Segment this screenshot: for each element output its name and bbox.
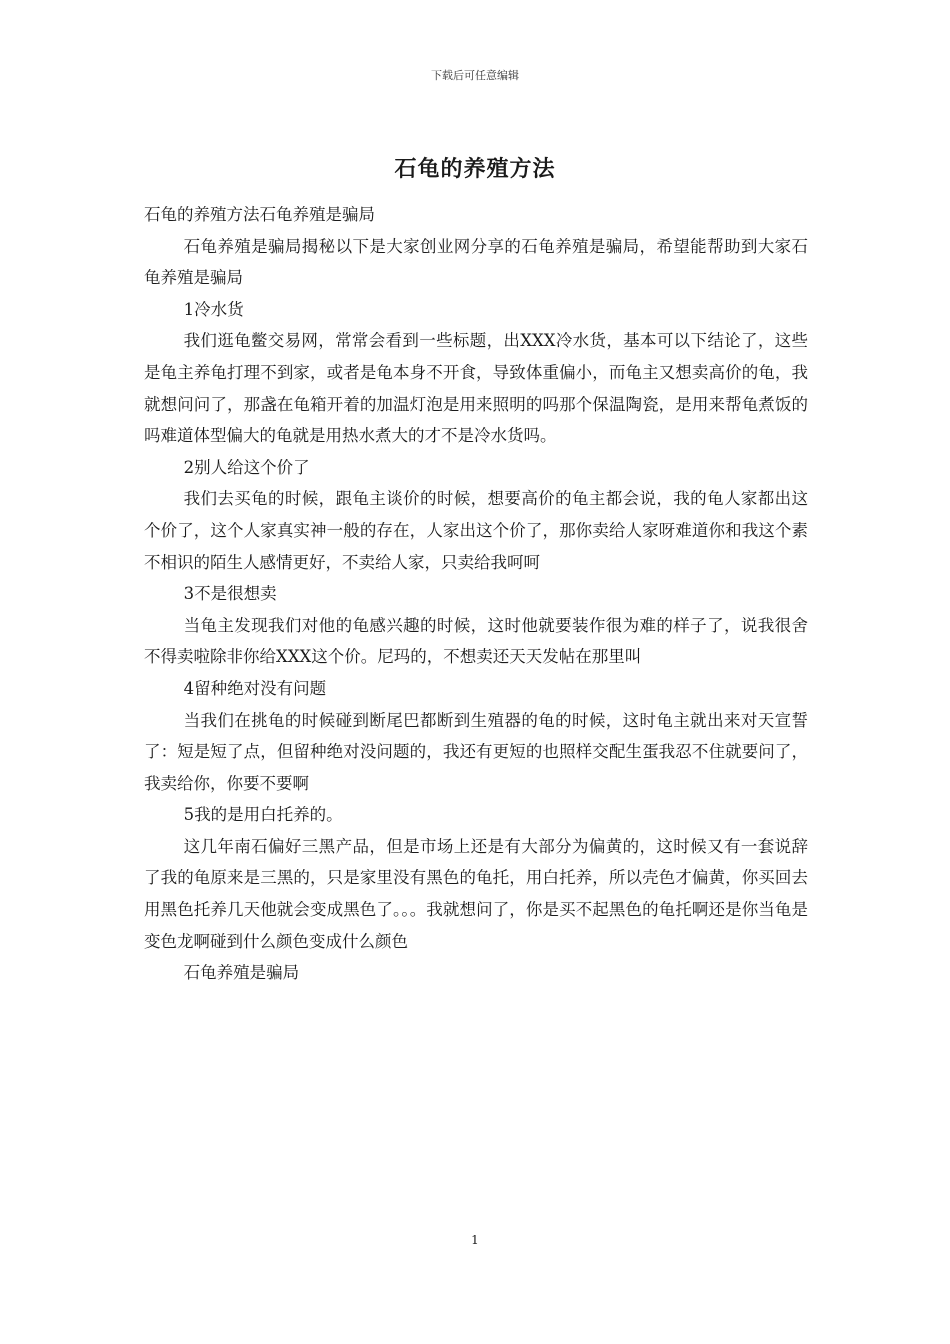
paragraph: 我们去买龟的时候，跟龟主谈价的时候，想要高价的龟主都会说，我的龟人家都出这个价了，这个人家真实神一般的存在，人家出这个价了，那你卖给人家呀难道你和我这个素不相识的陌生人感情更好，不卖给人家，只卖给我呵呵 [144, 489, 808, 572]
section-heading: 2别人给这个价了 [183, 457, 310, 477]
section-heading: 5我的是用白托养的。 [183, 805, 343, 825]
paragraph: 石龟养殖是骗局揭秘以下是大家创业网分享的石龟养殖是骗局，希望能帮助到大家石龟养殖是骗局 [144, 236, 808, 288]
document-title: 石龟的养殖方法 [394, 156, 556, 182]
paragraph: 石龟养殖是骗局 [183, 963, 300, 983]
paragraph: 我们逛龟鳖交易网，常常会看到一些标题，出XXX冷水货，基本可以下结论了，这些是龟主养龟打理不到家，或者是龟本身不开食，导致体重偏小，而龟主又想卖高价的龟，我就想问问了，那盏在龟箱开着的加温灯泡是用来照明的吗那个保温陶瓷，是用来帮龟煮饭的吗难道体型偏大的龟就是用热水煮大的才不是冷水货吗。 [144, 331, 808, 446]
paragraph: 当龟主发现我们对他的龟感兴趣的时候，这时他就要装作很为难的样子了，说我很舍不得卖啦除非你给XXX这个价。尼玛的，不想卖还天天发帖在那里叫 [144, 615, 808, 667]
section-heading: 1冷水货 [183, 299, 244, 319]
page-number: 1 [471, 1233, 479, 1247]
paragraph: 石龟的养殖方法石龟养殖是骗局 [144, 205, 375, 224]
paragraph: 这几年南石偏好三黑产品，但是市场上还是有大部分为偏黄的，这时候又有一套说辞了我的龟原来是三黑的，只是家里没有黑色的龟托，用白托养，所以壳色才偏黄，你买回去用黑色托养几天他就会变成黑色了。。。我就想问了，你是买不起黑色的龟托啊还是你当龟是变色龙啊碰到什么颜色变成什么颜色 [144, 836, 808, 951]
section-heading: 4留种绝对没有问题 [183, 678, 327, 698]
header-note: 下载后可任意编辑 [431, 69, 519, 82]
paragraph: 当我们在挑龟的时候碰到断尾巴都断到生殖器的龟的时候，这时龟主就出来对天宣誓了：短是短了点，但留种绝对没问题的，我还有更短的也照样交配生蛋我忍不住就要问了，我卖给你，你要不要啊 [144, 710, 808, 793]
document-body [144, 199, 808, 989]
section-heading: 3不是很想卖 [183, 584, 277, 604]
